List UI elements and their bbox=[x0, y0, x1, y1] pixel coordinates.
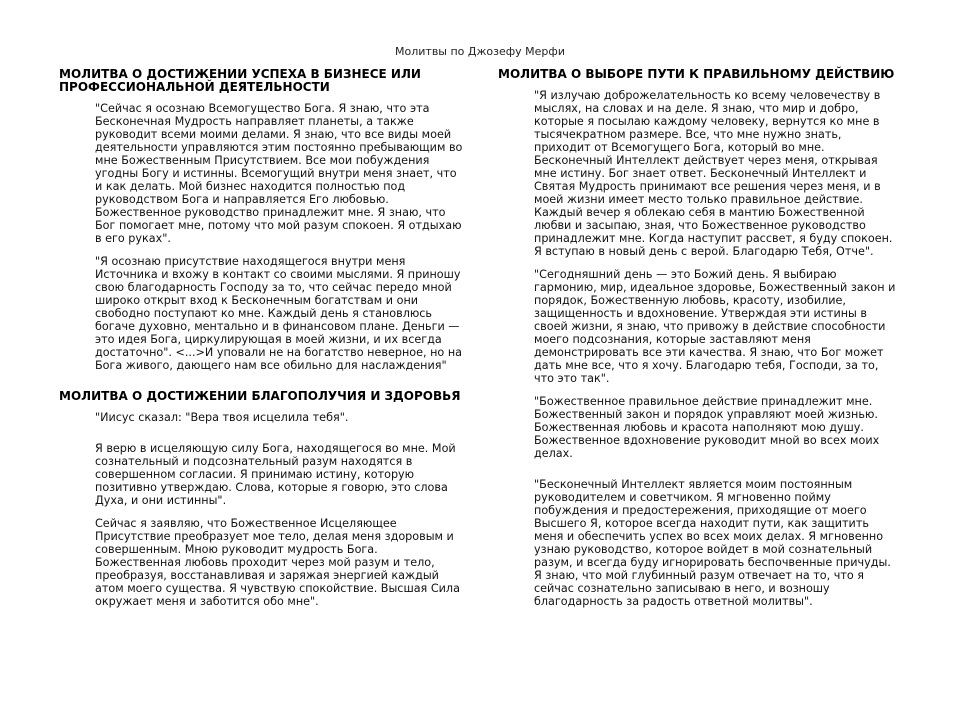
paragraph-business-1: "Сейчас я осознаю Всемогущество Бога. Я знаю, что эта Бесконечная Мудрость направляет планеты, а также руководит всеми моими делами. Я знаю, что все виды моей деятельности управляются этим постоянно пребывающим во мне Божественным Присутствием. Все мои побуждения угодны Богу и истинны. Всемогущий внутри меня знает, что и как делать. Мой бизнес находится полностью под руководством Бога и направляется Его любовью. Божественное руководство принадлежит мне. Я знаю, что Бог помогает мне, потому что мой разум спокоен. Я отдыхаю в его руках". bbox=[95, 102, 463, 245]
right-column bbox=[498, 68, 896, 618]
section-heading-health: МОЛИТВА О ДОСТИЖЕНИИ БЛАГОПОЛУЧИЯ И ЗДОРОВЬЯ bbox=[59, 389, 461, 403]
paragraph-business-2: "Я осознаю присутствие находящегося внутри меня Источника и вхожу в контакт со своими мыслями. Я приношу свою благодарность Господу за то, что сейчас передо мной широко открыт вход к Бесконечным богатствам и они свободно поступают ко мне. Каждый день я становлюсь богаче духовно, ментально и в финансовом плане. Деньги — это идея Бога, циркулирующая в моей жизни, и их всегда достаточно". <...>И уповали не на богатство неверное, но на Бога живого, дающего нам все обильно для наслаждения" bbox=[95, 255, 462, 372]
section-heading-right-action: МОЛИТВА О ВЫБОРЕ ПУТИ К ПРАВИЛЬНОМУ ДЕЙСТВИЮ bbox=[498, 67, 895, 81]
paragraph-health-3: Сейчас я заявляю, что Божественное Исцеляющее Присутствие преобразует мое тело, делая меня здоровым и совершенным. Мною руководит мудрость Бога. Божественная любовь проходит через мой разум и тело, преобразуя, восстанавливая и заряжая энергией каждый атом моего существа. Я чувствую спокойствие. Высшая Сила окружает меня и заботится обо мне". bbox=[95, 517, 460, 608]
paragraph-health-1: "Иисус сказал: "Вера твоя исцелила тебя". bbox=[95, 411, 349, 424]
paragraph-right-action-2: "Сегодняшний день — это Божий день. Я выбираю гармонию, мир, идеальное здоровье, Божественный закон и порядок, Божественную любовь, красоту, изобилие, защищенность и вдохновение. Утверждая эти истины в своей жизни, я знаю, что привожу в действие способности моего подсознания, которые заставляют меня демонстрировать все эти качества. Я знаю, что Бог может дать мне все, что я хочу. Благодарю тебя, Господи, за то, что это так". bbox=[534, 268, 896, 385]
page-title: Молитвы по Джозефу Мерфи bbox=[395, 45, 565, 58]
left-column bbox=[59, 68, 467, 618]
paragraph-health-2: Я верю в исцеляющую силу Бога, находящегося во мне. Мой сознательный и подсознательный разум находятся в совершенном согласии. Я принимаю истину, которую позитивно утверждаю. Слова, которые я говорю, это слова Духа, и они истинны". bbox=[95, 442, 456, 507]
paragraph-right-action-1: "Я излучаю доброжелательность ко всему человечеству в мыслях, на словах и на деле. Я знаю, что мир и добро, которые я посылаю каждому человеку, вернутся ко мне в тысячекратном размере. Все, что мне нужно знать, приходит от Всемогущего Бога, который во мне. Бесконечный Интеллект действует через меня, открывая мне истину. Бог знает ответ. Бесконечный Интеллект и Святая Мудрость принимают все решения через меня, и в моей жизни имеет место только правильное действие. Каждый вечер я облекаю себя в мантию Божественной любви и засыпаю, зная, что Божественное руководство принадлежит мне. Когда наступит рассвет, я буду спокоен. Я вступаю в новый день с верой. Благодарю Тебя, Отче". bbox=[534, 89, 893, 258]
paragraph-right-action-4: "Бесконечный Интеллект является моим постоянным руководителем и советчиком. Я мгновенно пойму побуждения и предостережения, приходящие от моего Высшего Я, которое всегда находит пути, как защитить меня и обеспечить успех во всех моих делах. Я мгновенно узнаю руководство, которое войдет в мой сознательный разум, и всегда буду игнорировать беспочвенные причуды. Я знаю, что мой глубинный разум отвечает на то, что я сейчас сознательно записываю в него, и возношу благодарность за радость ответной молитвы". bbox=[534, 478, 891, 608]
section-heading-business: МОЛИТВА О ДОСТИЖЕНИИ УСПЕХА В БИЗНЕСЕ ИЛИ ПРОФЕССИОНАЛЬНОЙ ДЕЯТЕЛЬНОСТИ bbox=[59, 67, 421, 94]
paragraph-right-action-3: "Божественное правильное действие принадлежит мне. Божественный закон и порядок управляют моей жизнью. Божественная любовь и красота наполняют мою душу. Божественное вдохновение руководит мной во всех моих делах. bbox=[534, 395, 880, 460]
